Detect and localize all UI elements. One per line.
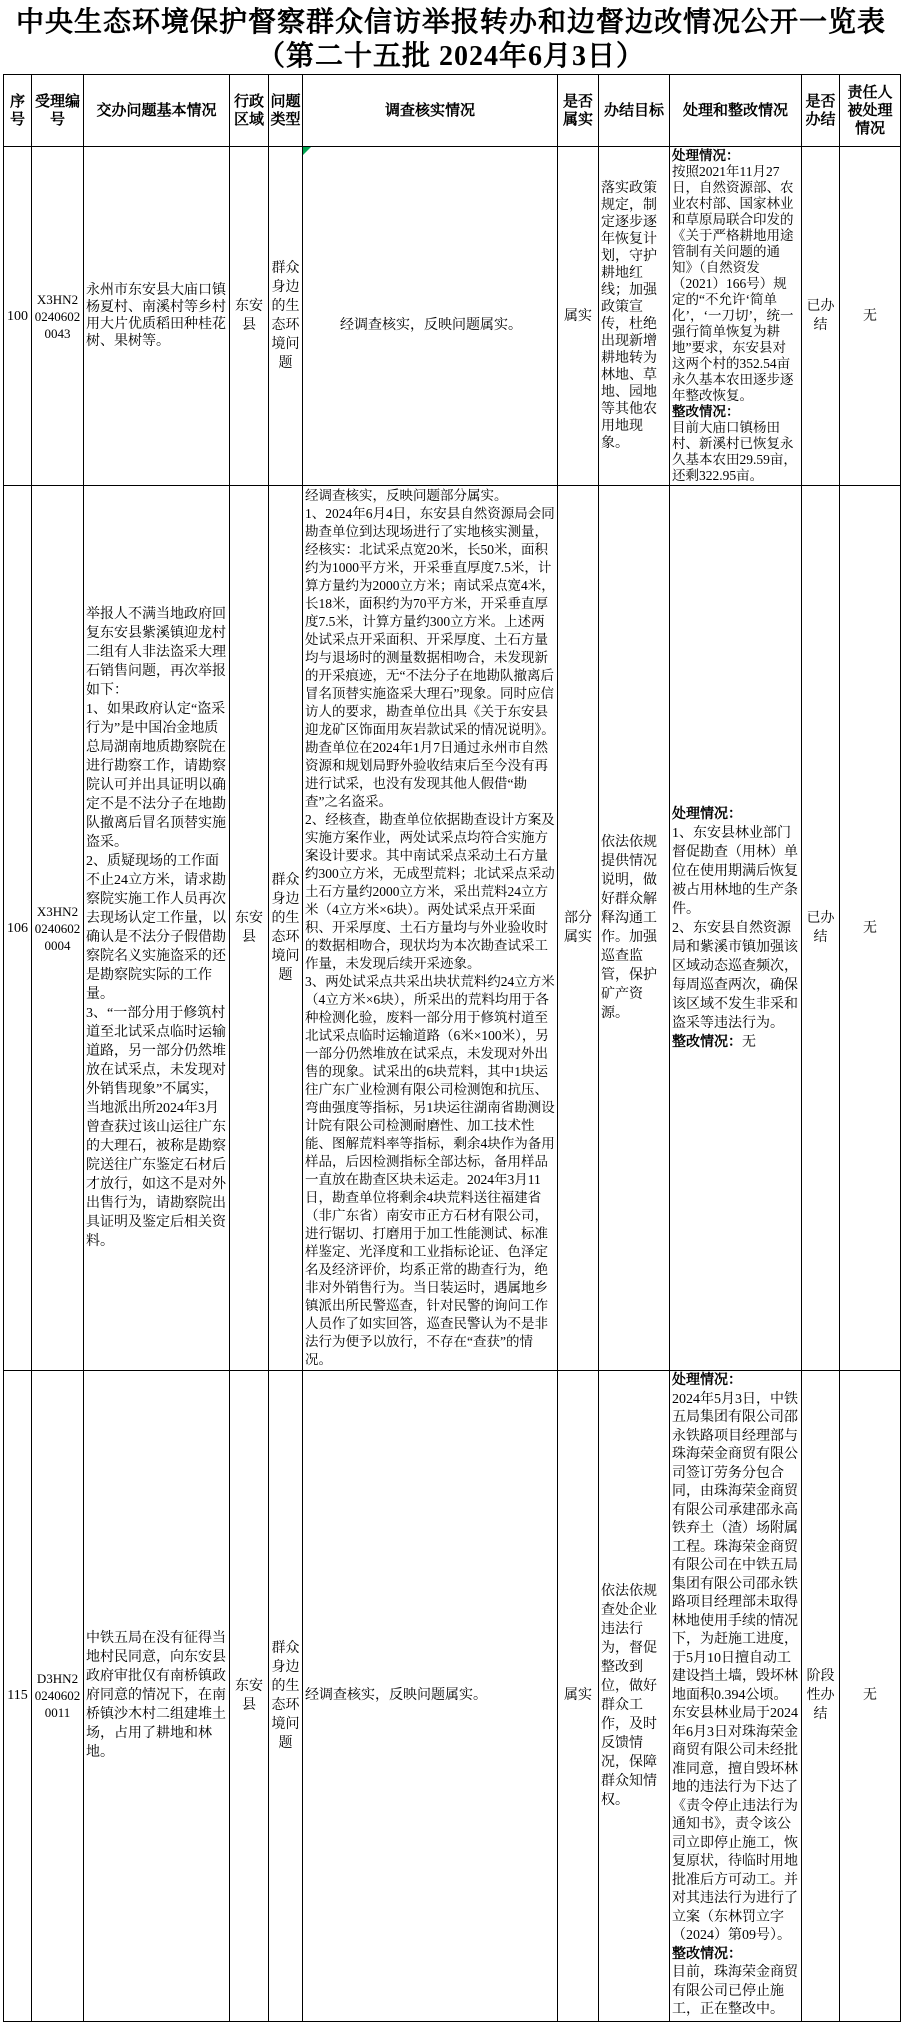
cell-problem: 中铁五局在没有征得当地村民同意，向东安县政府审批仅有南桥镇政府同意的情况下，在南桥镇沙木村二组建堆土场，占用了耕地和林地。 — [84, 1371, 230, 2022]
rectification-text: 目前大庙口镇杨田村、新溪村已恢复永久基本农田29.59亩，还剩322.95亩。 — [672, 420, 797, 483]
cell-goal: 落实政策规定，制定逐步逐年恢复计划，守护耕地红线；加强政策宣传，杜绝出现新增耕地转为林地、草地、园地等其他农用地现象。 — [599, 147, 670, 486]
col-header-case-number: 受理编号 — [32, 75, 84, 147]
cell-problem: 举报人不满当地政府回复东安县紫溪镇迎龙村二组有人非法盗采大理石销售问题，再次举报如下： 1、如果政府认定“盗采行为”是中国冶金地质总局湖南地质勘察院在进行勘察工作，请勘察院认可并出具证明以确定不是不法分子在地勘队撤离后冒名顶替实施盗采。 2、质疑现场的工作面不止24立方米，请求勘察院实施工作人员再次去现场认定工作量，以确认是不法分子假借勘察院名义实施盗采的还是勘察院实际的工作量。 3、“一部分用于修筑村道至北试采点临时运输道路，另一部分仍然堆放在试采点，未发现对外销售现象”不属实，当地派出所2024年3月曾查获过该山运往广东的大理石，被称是勘察院送往广东鉴定石材后才放行，如这不是对外出售行为，请勘察院出具证明及鉴定后相关资料。 — [84, 486, 230, 1371]
page-subtitle: （第二十五批 2024年6月3日） — [256, 41, 645, 72]
col-header-region: 行政区域 — [230, 75, 269, 147]
handling-text: 按照2021年11月27日，自然资源部、农业农村部、国家林业和草原局联合印发的《关于严格耕地用途管制有关问题的通知》（自然资发（2021）166号）规定的“不允许‘简单化’，‘一刀切’，统一强行简单恢复为耕地”要求，东安县对这两个村的352.54亩永久基本农田逐步逐年整改恢复。 — [672, 164, 794, 403]
cell-accountability: 无 — [840, 147, 901, 486]
handling-label: 处理情况： — [672, 1373, 742, 1388]
handling-label: 处理情况： — [672, 148, 740, 163]
table-row — [4, 147, 901, 486]
cell-type: 群众身边的生态环境问题 — [269, 1371, 303, 2022]
inspection-table — [3, 74, 901, 2022]
cell-accountability: 无 — [840, 1371, 901, 2022]
cell-region: 东安县 — [230, 1371, 269, 2022]
col-header-verified: 是否属实 — [558, 75, 599, 147]
cell-handling — [670, 1371, 802, 2022]
comment-indicator-icon — [303, 147, 311, 155]
cell-region: 东安县 — [230, 486, 269, 1371]
handling-text: 2024年5月3日，中铁五局集团有限公司邵永铁路项目经理部与珠海荣金商贸有限公司签订劳务分包合同，由珠海荣金商贸有限公司承建邵永高铁弃土（渣）场附属工程。珠海荣金商贸有限公司在中铁五局集团有限公司邵永铁路项目经理部未取得林地使用手续的情况下，为赶施工进度，于5月10日擅自动工建设挡土墙，毁坏林地面积0.394公顷。东安县林业局于2024年6月3日对珠海荣金商贸有限公司未经批准同意，擅自毁坏林地的违法行为下达了《责令停止违法行为通知书》，责令该公司立即停止施工，恢复原状，待临时用地批准后方可动工。并对其违法行为进行了立案（东林罚立字（2024）第09号）。 — [672, 1391, 798, 1943]
cell-concluded: 已办结 — [802, 147, 840, 486]
cell-case-number: X3HN202406020043 — [32, 147, 84, 486]
col-header-handling: 处理和整改情况 — [670, 75, 802, 147]
col-header-concluded: 是否办结 — [802, 75, 840, 147]
rectification-segment — [672, 1033, 799, 1052]
cell-handling — [670, 486, 802, 1371]
cell-seq: 115 — [4, 1371, 32, 2022]
cell-concluded: 已办结 — [802, 486, 840, 1371]
cell-investigation: 经调查核实，反映问题属实。 — [303, 1371, 558, 2022]
rectification-text: 无 — [742, 1034, 756, 1050]
col-header-investigation: 调查核实情况 — [303, 75, 558, 147]
handling-segment — [672, 805, 799, 1033]
rectification-label: 整改情况： — [672, 404, 740, 419]
rectification-segment — [672, 1946, 799, 2020]
col-header-seq: 序号 — [4, 75, 32, 147]
cell-type: 群众身边的生态环境问题 — [269, 486, 303, 1371]
handling-label: 处理情况： — [672, 806, 742, 822]
title-block — [0, 0, 902, 74]
cell-handling — [670, 147, 802, 486]
table-row — [4, 1371, 901, 2022]
rectification-text: 目前，珠海荣金商贸有限公司已停止施工，正在整改中。 — [672, 1965, 798, 2017]
page-title: 中央生态环境保护督察群众信访举报转办和边督边改情况公开一览表 — [15, 7, 886, 38]
cell-investigation — [303, 147, 558, 486]
col-header-accountability: 责任人被处理情况 — [840, 75, 901, 147]
cell-goal: 依法依规查处企业违法行为，督促整改到位，做好群众工作，及时反馈情况，保障群众知情权。 — [599, 1371, 670, 2022]
cell-accountability: 无 — [840, 486, 901, 1371]
cell-case-number: D3HN202406020011 — [32, 1371, 84, 2022]
rectification-label: 整改情况： — [672, 1946, 742, 1962]
handling-text: 1、东安县林业部门督促勘查（用林）单位在使用期满后恢复被占用林地的生产条件。 2、东安县自然资源局和紫溪市镇加强该区域动态巡查频次，每周巡查两次，确保该区域不发生非采和盗采等违法行为。 — [672, 825, 798, 1031]
cell-concluded: 阶段性办结 — [802, 1371, 840, 2022]
col-header-type: 问题类型 — [269, 75, 303, 147]
handling-segment — [672, 1372, 799, 1946]
col-header-problem: 交办问题基本情况 — [84, 75, 230, 147]
cell-goal: 依法依规提供情况说明，做好群众解释沟通工作。加强巡查监管，保护矿产资源。 — [599, 486, 670, 1371]
cell-verified: 属实 — [558, 1371, 599, 2022]
cell-seq: 106 — [4, 486, 32, 1371]
table-row — [4, 486, 901, 1371]
col-header-goal: 办结目标 — [599, 75, 670, 147]
header-row — [4, 75, 901, 147]
rectification-segment — [672, 404, 799, 484]
rectification-label: 整改情况： — [672, 1034, 742, 1050]
cell-verified: 部分属实 — [558, 486, 599, 1371]
cell-type: 群众身边的生态环境问题 — [269, 147, 303, 486]
cell-problem: 永州市东安县大庙口镇杨夏村、南溪村等乡村用大片优质稻田种桂花树、果树等。 — [84, 147, 230, 486]
cell-region: 东安县 — [230, 147, 269, 486]
cell-investigation: 经调查核实，反映问题部分属实。 1、2024年6月4日，东安县自然资源局会同勘查单位到达现场进行了实地核实测量，经核实：北试采点宽20米，长50米，面积约为1000平方米，开采垂直厚度7.5米，计算方量约为2000立方米；南试采点宽4米，长18米，面积约为70平方米，开采垂直厚度7.5米，计算方量约300立方米。上述两处试采点开采面积、开采厚度、土石方量均与退场时的测量数据相吻合，未发现新的开采痕迹，无“不法分子在地勘队撤离后冒名顶替实施盗采大理石”现象。同时应信访人的要求，勘查单位出具《关于东安县迎龙矿区饰面用灰岩款试采的情况说明》。勘查单位在2024年1月7日通过永州市自然资源和规划局野外验收结束后至今没有再进行试采，也没有发现其他人假借“勘查”之名盗采。 2、经核查，勘查单位依据勘查设计方案及实施方案作业，两处试采点均符合实施方案设计要求。其中南试采点采动土石方量约300立方米，无成型荒料；北试采点采动土石方量约2000立方米，采出荒料24立方米（4立方米×6块）。两处试采点开采面积、开采厚度、土石方量均与外业验收时的数据相吻合，现状均为本次勘查试采工作量，未发现后续开采迹象。 3、两处试采点共采出块状荒料约24立方米（4立方米×6块），所采出的荒料均用于各种检测化验，废料一部分用于修筑村道至北试采点临时运输道路（6米×100米），另一部分仍然堆放在试采点，未发现对外出售的现象。试采出的6块荒料，其中1块运往广东广业检测有限公司检测饱和抗压、弯曲强度等指标，另1块运往湖南省勘测设计院有限公司检测耐磨性、加工技术性能、图解荒料率等指标，剩余4块作为备用样品，后因检测指标全部达标，备用样品一直放在勘查区块未运走。2024年3月11日，勘查单位将剩余4块荒料送往福建省（非广东省）南安市正方石材有限公司，进行锯切、打磨用于加工性能测试、标准样鉴定、光泽度和工业指标论证、色泽定名及经济评价，均系正常的勘查行为，绝非对外销售行为。当日装运时，遇属地乡镇派出所民警巡查，针对民警的询问工作人员作了如实回答，巡查民警认为不是非法行为便予以放行，不存在“查获”的情况。 — [303, 486, 558, 1371]
cell-seq: 100 — [4, 147, 32, 486]
cell-verified: 属实 — [558, 147, 599, 486]
handling-segment — [672, 148, 799, 404]
cell-case-number: X3HN202406020004 — [32, 486, 84, 1371]
investigation-text: 经调查核实，反映问题属实。 — [340, 318, 522, 333]
